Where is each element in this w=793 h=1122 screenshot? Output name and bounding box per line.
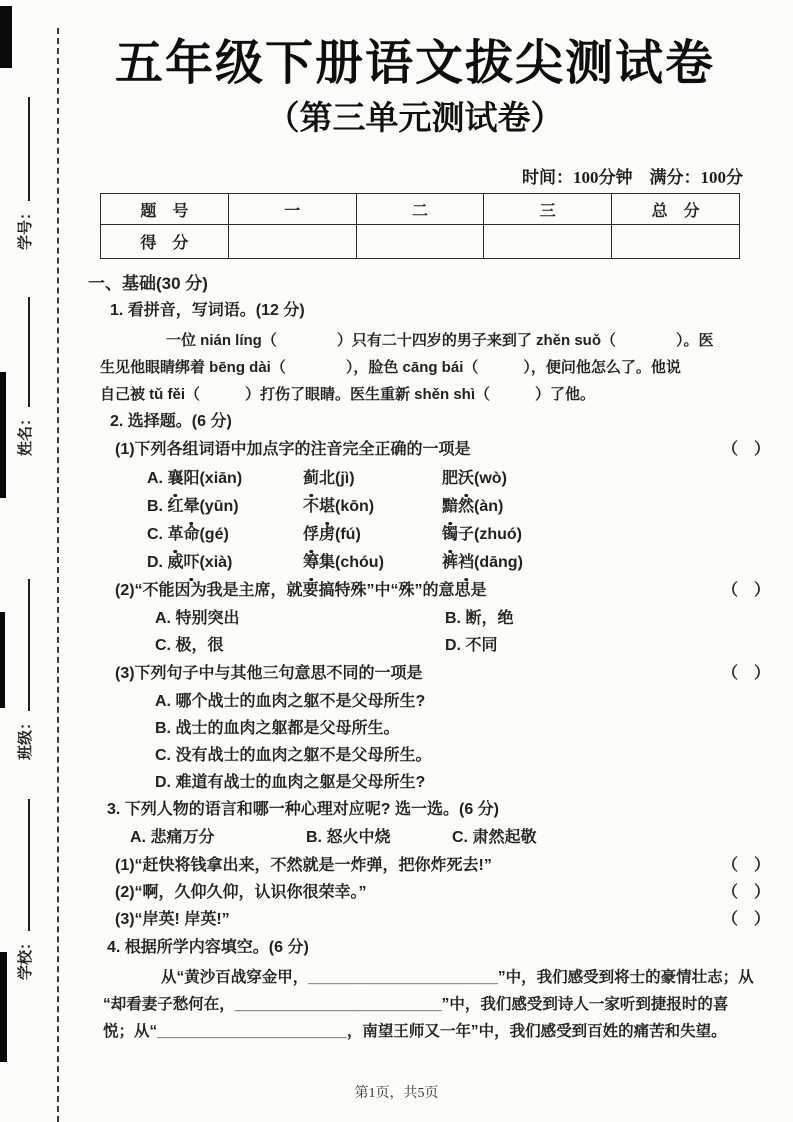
q1-passage-line: 自己被 tǔ fěi（ ）打伤了眼睛。医生重新 shěn shì（ ）了他。	[100, 386, 596, 403]
q2-sub1-option-row-c	[85, 523, 740, 547]
score-table-score-row	[101, 225, 740, 259]
answer-bracket: （ ）	[721, 884, 770, 901]
q3-item-row	[115, 881, 770, 905]
option-cell: 蓟北(jì)	[303, 467, 355, 491]
exam-time-score-meta: 时间：100分钟 满分：100分	[522, 168, 743, 187]
margin-dashed-divider	[57, 28, 59, 1122]
q1-passage-line: 一位 nián líng（ ）只有二十四岁的男子来到了 zhěn suǒ（ ）。医	[166, 332, 714, 349]
option-cell: C. 肃然起敬	[452, 829, 537, 846]
q3-choice-row	[85, 826, 740, 850]
page-subtitle: （第三单元测试卷）	[266, 101, 564, 137]
score-table-header-cell: 题 号	[101, 194, 229, 225]
scan-edge-artifact	[0, 372, 6, 498]
q4-fill-line: 从“黄沙百战穿金甲，______________________”中，我们感受到将士的豪情壮志；从	[161, 969, 754, 986]
score-cell-blank	[228, 225, 356, 259]
score-row-label: 得 分	[101, 225, 229, 259]
option-cell: D. 不同	[445, 637, 498, 654]
q3-item-row	[115, 908, 770, 932]
option-cell: 镯子(zhuó)	[442, 523, 522, 547]
option-cell: 肥沃(wò)	[442, 467, 507, 491]
q2-sub3-stem-row	[115, 662, 770, 686]
option-cell: B. 红晕(yūn)	[147, 495, 239, 519]
answer-bracket: （ ）	[721, 665, 770, 682]
q2-sub2-option-row	[85, 607, 740, 631]
option-cell: D. 威吓(xià)	[147, 551, 232, 575]
option-cell: B. 断，绝	[445, 610, 514, 627]
q3-item-text: (2)“啊，久仰久仰，认识你很荣幸。”	[115, 884, 367, 901]
option-row: A. 哪个战士的血肉之躯不是父母所生?	[155, 693, 426, 710]
q1-passage-line: 生见他眼睛绑着 bēng dài（ ），脸色 cāng bái（ ），便问他怎么了。他说	[100, 359, 681, 376]
q2-sub1-stem: (1)下列各组词语中加点字的注音完全正确的一项是	[115, 441, 471, 458]
q3-item-text: (3)“岸英! 岸英!”	[115, 911, 230, 928]
q3-item-row	[115, 854, 770, 878]
option-row: B. 战士的血肉之躯都是父母所生。	[155, 720, 400, 737]
option-cell: C. 革命(gé)	[147, 523, 229, 547]
option-cell: A. 特别突出	[155, 610, 240, 627]
answer-bracket: （ ）	[721, 441, 770, 458]
q2-sub1-stem-row	[115, 438, 770, 462]
q2-sub3-stem: (3)下列句子中与其他三句意思不同的一项是	[115, 665, 423, 682]
option-cell: C. 极，很	[155, 637, 224, 654]
sidebar-field-school	[14, 790, 34, 980]
sidebar-field-label: 学校：	[17, 934, 34, 980]
score-table-header-cell: 三	[484, 194, 612, 225]
sidebar-field-label: 班级：	[17, 714, 34, 760]
q4-fill-line: “却看妻子愁何在，________________________”中，我们感受到诗人一家听到捷报时的喜	[103, 996, 729, 1013]
q2-stem: 2. 选择题。(6 分)	[110, 413, 232, 430]
q1-stem: 1. 看拼音，写词语。(12 分)	[110, 302, 305, 319]
score-cell-blank	[356, 225, 484, 259]
q2-sub2-stem-row	[115, 579, 770, 603]
score-table-header-row	[101, 194, 740, 225]
scan-edge-artifact	[0, 952, 7, 1062]
option-cell: 俘虏(fú)	[303, 523, 361, 547]
sidebar-field-name	[14, 290, 34, 456]
score-table	[100, 193, 740, 259]
option-row: C. 没有战士的血肉之躯不是父母所生。	[155, 747, 432, 764]
q3-item-text: (1)“赶快将钱拿出来，不然就是一炸弹，把你炸死去!”	[115, 857, 492, 874]
option-cell: A. 悲痛万分	[130, 829, 215, 846]
page-footer: 第1页，共5页	[354, 1086, 439, 1101]
exam-page-content	[85, 0, 770, 1122]
q2-sub1-option-row-d	[85, 551, 740, 575]
option-cell: B. 怒火中烧	[306, 829, 391, 846]
sidebar-field-blank-line	[14, 799, 30, 931]
sidebar-field-blank-line	[14, 297, 30, 407]
option-cell: 不堪(kōn)	[303, 495, 374, 519]
answer-bracket: （ ）	[721, 857, 770, 874]
option-cell: 黯然(àn)	[442, 495, 503, 519]
scan-edge-artifact	[0, 612, 5, 708]
sidebar-field-class	[14, 570, 34, 760]
score-table-header-cell: 二	[356, 194, 484, 225]
answer-bracket: （ ）	[721, 582, 770, 599]
sidebar-field-blank-line	[14, 579, 30, 711]
sidebar-field-label: 姓名：	[17, 410, 34, 456]
sidebar-field-blank-line	[14, 97, 30, 201]
option-cell: 裤裆(dāng)	[442, 551, 523, 575]
page-title: 五年级下册语文拔尖测试卷	[114, 37, 715, 90]
scan-edge-artifact	[0, 6, 12, 68]
q4-stem: 4. 根据所学内容填空。(6 分)	[107, 939, 309, 956]
option-cell: 筹集(chóu)	[303, 551, 384, 575]
answer-bracket: （ ）	[721, 911, 770, 928]
q2-sub1-option-row-b	[85, 495, 740, 519]
q3-stem: 3. 下列人物的语言和哪一种心理对应呢? 选一选。(6 分)	[107, 801, 500, 818]
sidebar-field-student-number	[14, 90, 34, 250]
q2-sub2-stem: (2)“不能因为我是主席，就要搞特殊”中“殊”的意思是	[115, 582, 487, 599]
option-row: D. 难道有战士的血肉之躯是父母所生?	[155, 774, 426, 791]
q4-fill-line: 悦；从“______________________，南望王师又一年”中，我们感受到百姓的痛苦和失望。	[103, 1023, 727, 1040]
score-cell-blank	[484, 225, 612, 259]
sidebar-field-label: 学号：	[17, 204, 34, 250]
option-cell: A. 襄阳(xiān)	[147, 467, 242, 491]
section-heading-basics: 一、基础(30 分)	[88, 274, 208, 293]
score-table-header-cell: 一	[228, 194, 356, 225]
score-table-header-cell: 总 分	[612, 194, 740, 225]
score-cell-blank	[612, 225, 740, 259]
q2-sub1-option-row-a	[85, 467, 740, 491]
q2-sub2-option-row	[85, 634, 740, 658]
